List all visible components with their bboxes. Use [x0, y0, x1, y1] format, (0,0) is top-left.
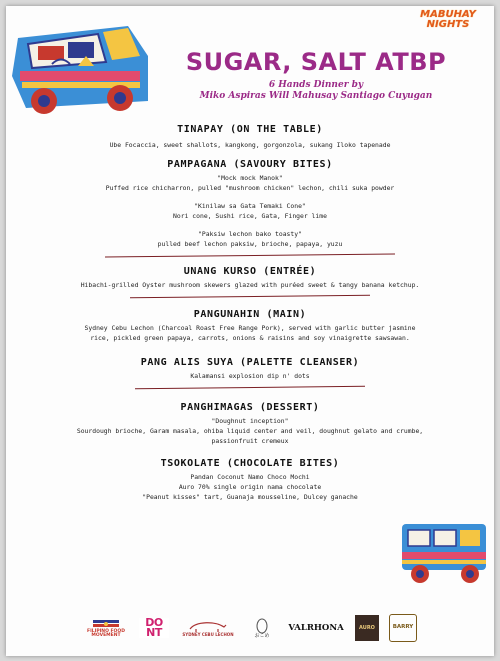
section-panghimagas	[6, 402, 494, 446]
section-heading: UNANG KURSO (ENTRÉE)	[183, 266, 317, 277]
fork-flag-icon	[93, 618, 119, 630]
section-heading: PANGHIMAGAS (DESSERT)	[180, 402, 320, 413]
subtitle-line1: 6 Hands Dinner by	[268, 80, 364, 90]
section-heading: PANG ALIS SUYA (PALETTE CLEANSER)	[140, 357, 360, 368]
subtitle-line2: Miko Aspiras Will Mahusay Santiago Cuyugan	[199, 91, 433, 101]
dont-logo: DO NT	[139, 618, 169, 638]
dish-name: "Mock mock Manok"	[217, 174, 283, 182]
section-pampagana	[6, 159, 494, 256]
pig-icon	[188, 619, 228, 633]
mabuhay-nights-logo	[416, 10, 480, 38]
section-heading: PAMPAGANA (SAVOURY BITES)	[167, 159, 333, 170]
section-pang-alis-suya	[6, 357, 494, 388]
section-heading: TINAPAY (ON THE TABLE)	[177, 124, 323, 135]
brand-line2: NIGHTS	[426, 19, 470, 30]
menu-body	[6, 124, 494, 502]
dish-desc: Hibachi-grilled Oyster mushroom skewers glazed with puréed sweet & tangy banana ketchup.	[80, 281, 420, 289]
jeepney-illustration	[8, 16, 158, 116]
dish-desc: rice, pickled green papaya, carrots, onions & raisins and soy vinaigrette sawsawan.	[90, 334, 410, 342]
dish-name: "Kinilaw sa Gata Temaki Cone"	[194, 202, 306, 210]
menu-subtitle	[166, 80, 466, 102]
dish-desc: Sourdough brioche, Garam masala, ohiba liquid center and veil, doughnut gelato and crumbe,	[76, 427, 424, 435]
dish-name: "Doughnut inception"	[211, 417, 289, 425]
dish-desc: Kalamansi explosion dip n' dots	[190, 372, 310, 380]
brand-line1: MABUHAY	[420, 9, 476, 20]
auro-logo: AURO	[355, 615, 379, 641]
filipino-food-movement-logo: FILIPINO FOOD MOVEMENT	[83, 618, 129, 639]
valrhona-logo: VALRHONA	[288, 622, 344, 633]
dish-desc: Puffed rice chicharron, pulled "mushroom chicken" lechon, chili suka powder	[105, 184, 395, 192]
dish-desc: Nori cone, Sushi rice, Gata, Finger lime	[173, 212, 327, 220]
section-tinapay	[6, 124, 494, 150]
barry-logo: BARRY	[389, 614, 417, 642]
dish-desc: Sydney Cebu Lechon (Charcoal Roast Free Range Pork), served with garlic butter jasmine	[84, 324, 416, 332]
jeepney-illustration-small	[398, 516, 492, 586]
dish-desc: passionfruit cremeux	[211, 437, 289, 445]
section-heading: TSOKOLATE (CHOCOLATE BITES)	[160, 458, 340, 469]
section-heading: PANGUNAHIN (MAIN)	[193, 309, 307, 320]
section-pangunahin	[6, 309, 494, 343]
section-tsokolate	[6, 458, 494, 502]
sydney-cebu-lechon-logo: SYDNEY CEBU LECHON	[179, 619, 237, 637]
dish-desc: Ube Focaccia, sweet shallots, kangkong, gorgonzola, sukang Iloko tapenade	[109, 141, 391, 149]
dish-desc: pulled beef lechon paksiw, brioche, papaya, yuzu	[157, 240, 343, 248]
sponsor-logos	[6, 611, 494, 645]
dish-desc: Pandan Coconut Namo Choco Mochi	[190, 473, 310, 481]
okome-logo: おこめ	[247, 618, 277, 639]
menu-title: SUGAR, SALT ATBP	[185, 48, 447, 76]
section-unang-kurso	[6, 266, 494, 297]
dish-desc: "Peanut kisses" tart, Guanaja mousseline, Dulcey ganache	[142, 493, 358, 501]
dish-desc: Auro 70% single origin nama chocolate	[178, 483, 322, 491]
rice-grain-icon	[256, 618, 268, 634]
menu-card	[6, 6, 494, 656]
dish-name: "Paksiw lechon bako toasty"	[198, 230, 302, 238]
